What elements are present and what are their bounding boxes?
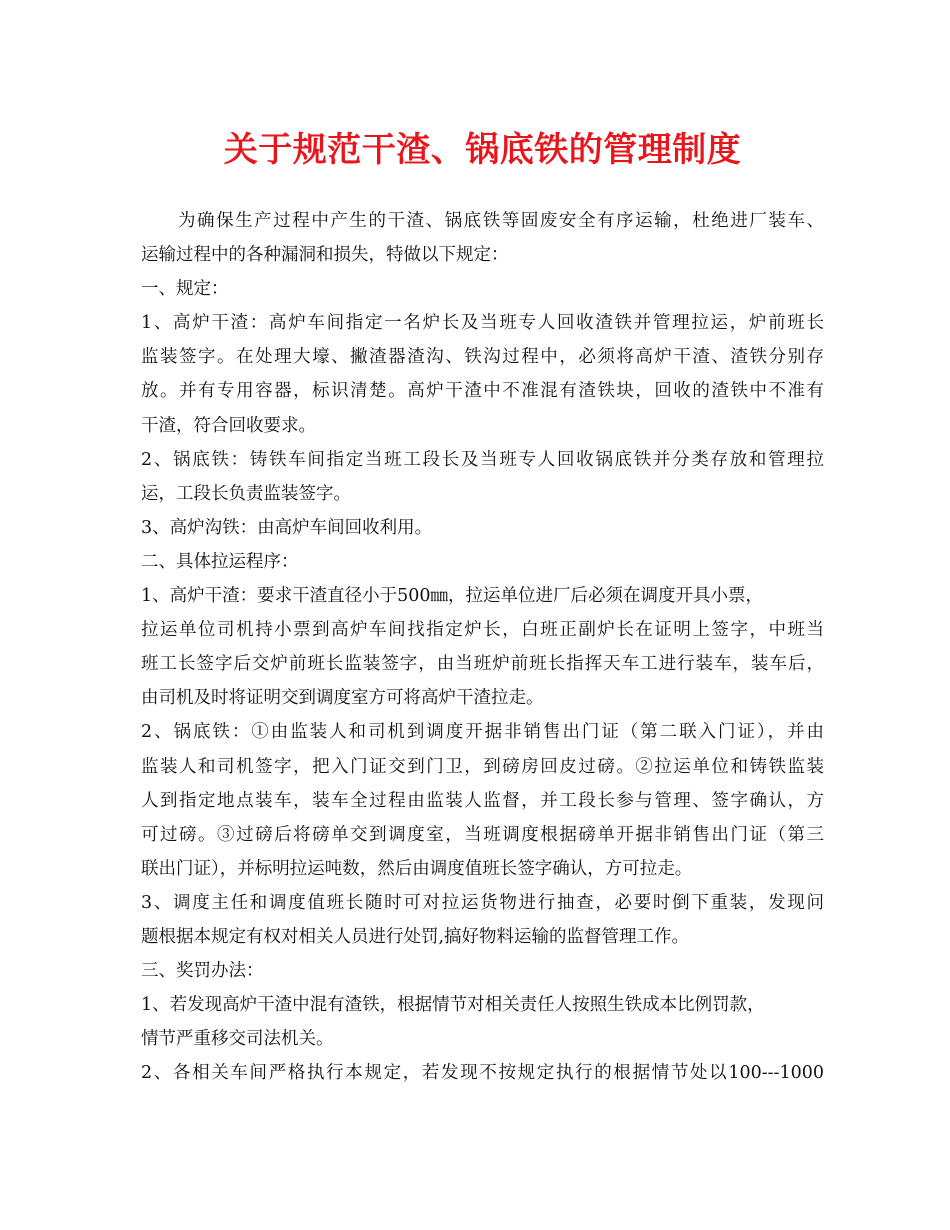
paragraph-line: 干渣，符合回收要求。: [141, 415, 316, 436]
paragraph-line: 1、若发现高炉干渣中混有渣铁，根据情节对相关责任人按照生铁成本比例罚款，: [141, 995, 765, 1016]
paragraph-line: 人到指定地点装车，装车全过程由监装人监督，并工段长参与管理、签字确认，方: [141, 790, 824, 811]
paragraph-line: 3、高炉沟铁：由高炉车间回收利用。: [141, 517, 433, 538]
paragraph-line: 情节严重移交司法机关。: [141, 1029, 334, 1050]
paragraph-line: 2、锅底铁：铸铁车间指定当班工段长及当班专人回收锅底铁并分类存放和管理拉: [141, 449, 824, 470]
paragraph-line: 监装签字。在处理大壕、撇渣器渣沟、铁沟过程中，必须将高炉干渣、渣铁分别存: [141, 347, 824, 368]
paragraph-line: 联出门证），并标明拉运吨数，然后由调度值班长签字确认，方可拉走。: [141, 858, 693, 879]
paragraph-line: 可过磅。③过磅后将磅单交到调度室，当班调度根据磅单开据非销售出门证（第三: [141, 824, 824, 845]
document-title: 关于规范干渣、锅底铁的管理制度: [223, 130, 742, 170]
section-heading: 一、规定：: [141, 279, 229, 300]
paragraph-line: 班工长签字后交炉前班长监装签字，由当班炉前班长指挥天车工进行装车，装车后，: [141, 654, 824, 675]
section-heading: 三、奖罚办法：: [141, 961, 264, 982]
paragraph-line: 3、调度主任和调度值班长随时可对拉运货物进行抽查，必要时倒下重装，发现问: [141, 892, 824, 913]
paragraph-line: 题根据本规定有权对相关人员进行处罚,搞好物料运输的监督管理工作。: [141, 926, 690, 947]
paragraph-line: 1、高炉干渣：要求干渣直径小于500㎜，拉运单位进厂后必须在调度开具小票，: [141, 586, 764, 607]
paragraph-line: 2、锅底铁：①由监装人和司机到调度开据非销售出门证（第二联入门证），并由: [141, 722, 824, 743]
paragraph-line: 运，工段长负责监装签字。: [141, 483, 351, 504]
section-heading: 二、具体拉运程序：: [141, 551, 299, 572]
paragraph-line: 2、各相关车间严格执行本规定，若发现不按规定执行的根据情节处以100---1000: [141, 1063, 824, 1084]
intro-line: 为确保生产过程中产生的干渣、锅底铁等固废安全有序运输，杜绝进厂装车、: [178, 211, 824, 231]
paragraph-line: 监装人和司机签字，把入门证交到门卫，到磅房回皮过磅。②拉运单位和铸铁监装: [141, 756, 824, 777]
document-body: [141, 204, 824, 1090]
paragraph-line: 拉运单位司机持小票到高炉车间找指定炉长，白班正副炉长在证明上签字，中班当: [141, 620, 824, 641]
intro-line: 运输过程中的各种漏洞和损失，特做以下规定：: [141, 245, 509, 266]
paragraph-line: 由司机及时将证明交到调度室方可将高炉干渣拉走。: [141, 688, 544, 709]
paragraph-line: 1、高炉干渣：高炉车间指定一名炉长及当班专人回收渣铁并管理拉运，炉前班长: [141, 313, 824, 334]
paragraph-line: 放。并有专用容器，标识清楚。高炉干渣中不准混有渣铁块，回收的渣铁中不准有: [141, 381, 824, 402]
